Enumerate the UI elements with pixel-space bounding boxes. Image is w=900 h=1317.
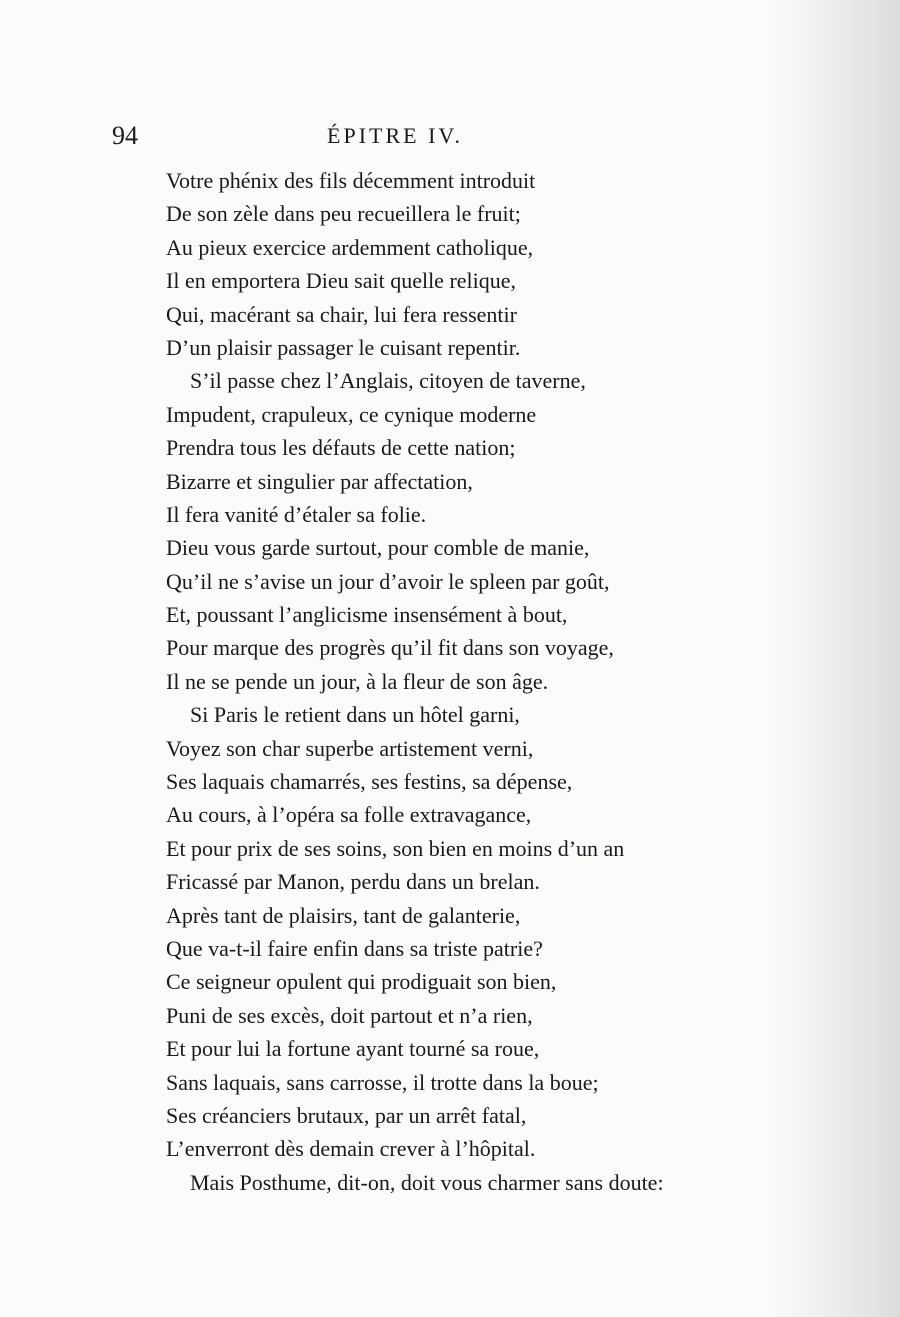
- verse-line: Voyez son char superbe artistement verni,: [166, 735, 534, 761]
- page-number: 94: [112, 121, 138, 150]
- verse-line: D’un plaisir passager le cuisant repentir.: [166, 334, 521, 360]
- verse-line: Au cours, à l’opéra sa folle extravagance,: [166, 802, 532, 828]
- verse-line: Il en emportera Dieu sait quelle relique,: [166, 268, 517, 294]
- verse-line: Qu’il ne s’avise un jour d’avoir le spleen par goût,: [166, 568, 610, 594]
- verse-line: Après tant de plaisirs, tant de galanterie,: [166, 902, 521, 928]
- verse-line: De son zèle dans peu recueillera le fruit;: [166, 201, 521, 227]
- verse-line: Au pieux exercice ardemment catholique,: [166, 234, 534, 260]
- verse-line: Sans laquais, sans carrosse, il trotte dans la boue;: [166, 1069, 599, 1095]
- poem-text: [166, 164, 664, 1199]
- verse-line: Ses laquais chamarrés, ses festins, sa dépense,: [166, 769, 573, 795]
- verse-line: Puni de ses excès, doit partout et n’a rien,: [166, 1002, 533, 1028]
- running-title: ÉPITRE IV.: [327, 123, 463, 148]
- verse-line: Impudent, crapuleux, ce cynique moderne: [166, 401, 537, 427]
- verse-line: Et, poussant l’anglicisme insensément à bout,: [166, 602, 568, 628]
- page-header: [0, 116, 900, 156]
- verse-line: S’il passe chez l’Anglais, citoyen de taverne,: [190, 368, 586, 394]
- verse-line: L’enverront dès demain crever à l’hôpital.: [166, 1136, 536, 1162]
- verse-line: Qui, macérant sa chair, lui fera ressentir: [166, 301, 517, 327]
- verse-line: Mais Posthume, dit-on, doit vous charmer sans doute:: [190, 1169, 664, 1195]
- facing-page-shadow: [770, 0, 900, 1317]
- verse-line: Fricassé par Manon, perdu dans un brelan.: [166, 869, 540, 895]
- verse-line: Prendra tous les défauts de cette nation;: [166, 435, 516, 461]
- verse-line: Bizarre et singulier par affectation,: [166, 468, 473, 494]
- verse-line: Il fera vanité d’étaler sa folie.: [166, 501, 427, 527]
- verse-line: Ce seigneur opulent qui prodiguait son bien,: [166, 969, 557, 995]
- verse-line: Si Paris le retient dans un hôtel garni,: [190, 702, 520, 728]
- verse-line: Et pour prix de ses soins, son bien en moins d’un an: [166, 835, 625, 861]
- verse-line: Dieu vous garde surtout, pour comble de manie,: [166, 535, 590, 561]
- verse-line: Que va-t-il faire enfin dans sa triste patrie?: [166, 935, 543, 961]
- verse-line: Ses créanciers brutaux, par un arrêt fatal,: [166, 1102, 527, 1128]
- verse-line: Il ne se pende un jour, à la fleur de son âge.: [166, 668, 549, 694]
- verse-line: Votre phénix des fils décemment introduit: [166, 168, 536, 193]
- verse-line: Et pour lui la fortune ayant tourné sa roue,: [166, 1036, 540, 1062]
- verse-line: Pour marque des progrès qu’il fit dans son voyage,: [166, 635, 614, 661]
